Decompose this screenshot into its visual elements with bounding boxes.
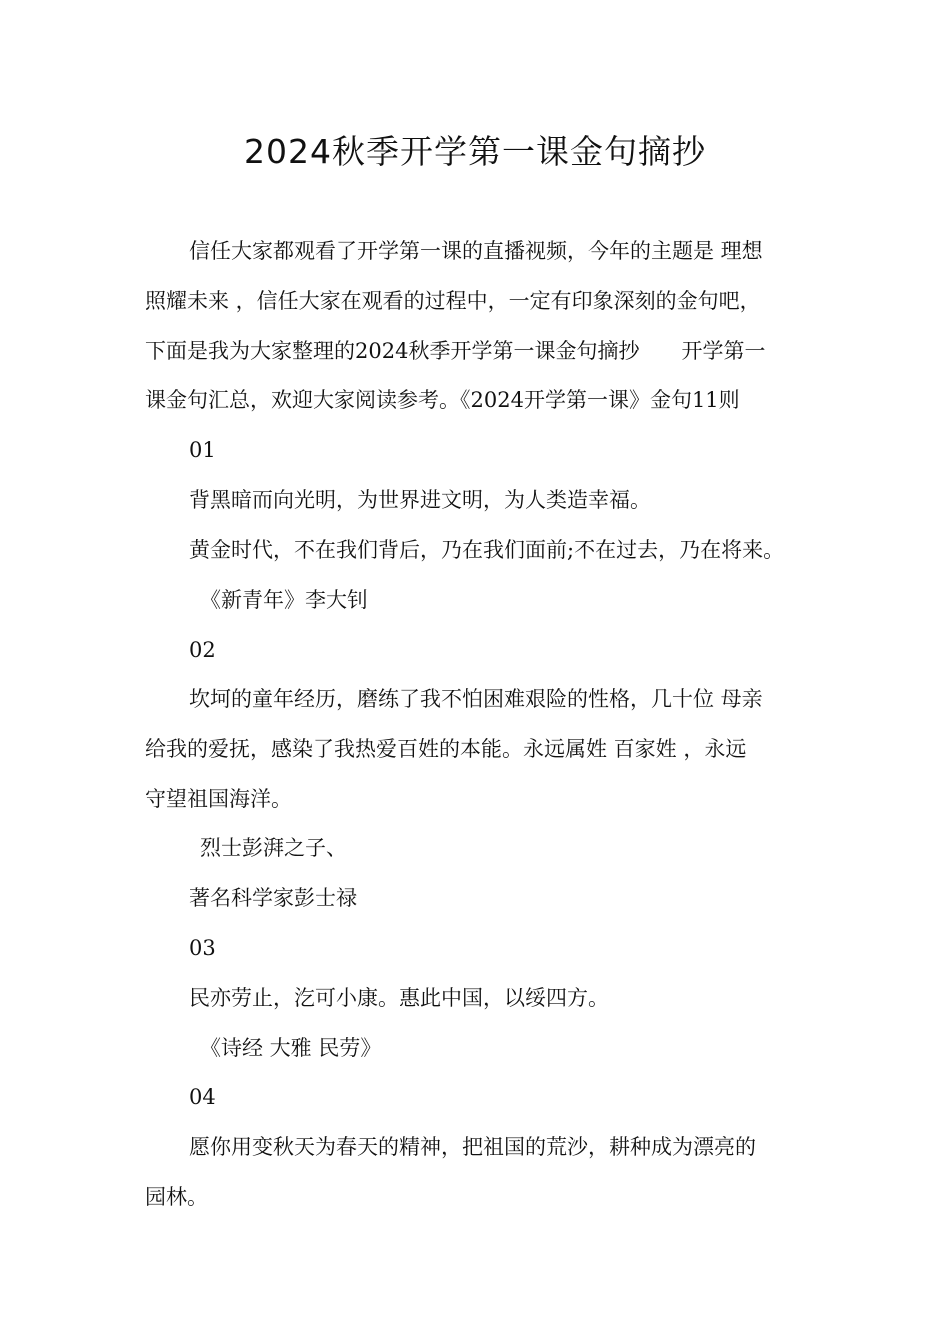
section-number-04: 04 bbox=[189, 1085, 216, 1109]
quote-line: 愿你用变秋天为春天的精神，把祖国的荒沙，耕种成为漂亮的 bbox=[189, 1135, 756, 1159]
intro-line-1: 信任大家都观看了开学第一课的直播视频，今年的主题是 理想 bbox=[189, 239, 763, 263]
quote-line: 守望祖国海洋。 bbox=[145, 787, 292, 811]
intro-line-4: 课金句汇总，欢迎大家阅读参考。《2024开学第一课》金句11则 bbox=[145, 388, 740, 412]
quote-line: 园林。 bbox=[145, 1185, 208, 1209]
quote-line: 坎坷的童年经历，磨练了我不怕困难艰险的性格，几十位 母亲 bbox=[189, 687, 763, 711]
quote-source: 《新青年》李大钊 bbox=[200, 588, 368, 612]
section-number-01: 01 bbox=[189, 438, 216, 462]
document-title: 2024秋季开学第一课金句摘抄 bbox=[244, 132, 706, 171]
quote-line: 背黑暗而向光明，为世界进文明，为人类造幸福。 bbox=[189, 488, 651, 512]
quote-line: 给我的爱抚，感染了我热爱百姓的本能。永远属姓 百家姓 ，永远 bbox=[145, 737, 747, 761]
intro-line-2: 照耀未来 ，信任大家在观看的过程中，一定有印象深刻的金句吧， bbox=[145, 289, 761, 313]
quote-line: 民亦劳止，汔可小康。惠此中国，以绥四方。 bbox=[189, 986, 609, 1010]
quote-line: 黄金时代，不在我们背后，乃在我们面前;不在过去，乃在将来。 bbox=[189, 538, 785, 562]
quote-source: 烈士彭湃之子、 bbox=[200, 836, 347, 860]
quote-source: 著名科学家彭士禄 bbox=[189, 886, 357, 910]
section-number-03: 03 bbox=[189, 936, 216, 960]
section-number-02: 02 bbox=[189, 638, 216, 662]
quote-source: 《诗经 大雅 民劳》 bbox=[200, 1036, 382, 1060]
intro-line-3: 下面是我为大家整理的2024秋季开学第一课金句摘抄 开学第一 bbox=[145, 339, 766, 363]
